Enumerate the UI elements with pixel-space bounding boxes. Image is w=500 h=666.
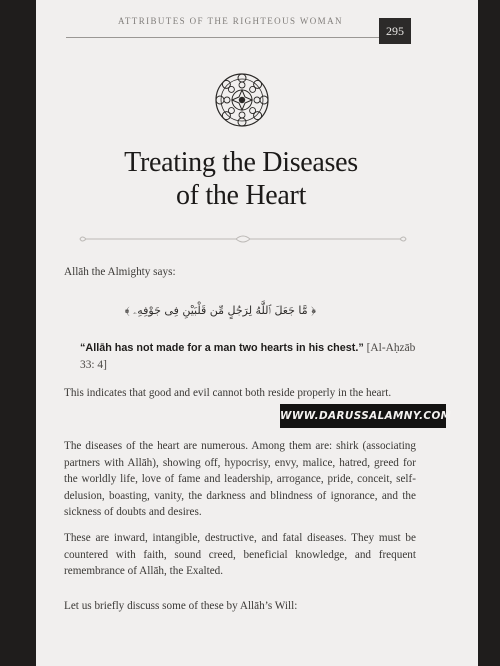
paragraph-4: Let us briefly discuss some of these by Allāh’s Will: [64, 600, 298, 612]
paragraph-3: These are inward, intangible, destructive, and fatal diseases. They must be countered with faith, sound creed, beneficial knowledge, and frequent remembrance of Allāh, the Exalted. [64, 532, 416, 577]
verse-translation [80, 340, 416, 374]
verse-translation-text: “Allāh has not made for a man two hearts in his chest.” [80, 342, 364, 354]
chapter-title [76, 146, 406, 212]
verse-reference: [Al-Aḥzāb 33: 4] [80, 342, 416, 371]
website-watermark: WWW.DARUSSALAMNY.COM [280, 404, 446, 428]
paragraph-1: This indicates that good and evil cannot both reside properly in the heart. [64, 387, 392, 399]
book-page [36, 0, 478, 666]
chapter-title-line-2: of the Heart [175, 180, 307, 211]
page-number: 295 [379, 18, 411, 44]
intro-text: Allāh the Almighty says: [64, 266, 176, 278]
quran-verse-arabic: ﴿ مَّا جَعَلَ ٱللَّهُ لِرَجُلٍ مِّن قَلْبَيْنِ فِى جَوْفِهِۦ ﴾ [124, 304, 316, 317]
running-head-rule [66, 37, 406, 38]
chapter-title-line-1: Treating the Diseases [124, 147, 358, 178]
flourish-divider [78, 232, 408, 246]
paragraph-2: The diseases of the heart are numerous. Among them are: shirk (associating partners with Allāh), showing off, hypocrisy, envy, malice, hatred, greed for the worldly life, love of fame and leadership, arrogance, pride, conceit, self-delusion, boasting, vanity, the darkness and blindness of ignorance, and the sickness of doubts and desires. [64, 440, 416, 518]
circular-arabesque-ornament-icon [214, 72, 270, 128]
running-head: ATTRIBUTES OF THE RIGHTEOUS WOMAN [118, 16, 343, 26]
